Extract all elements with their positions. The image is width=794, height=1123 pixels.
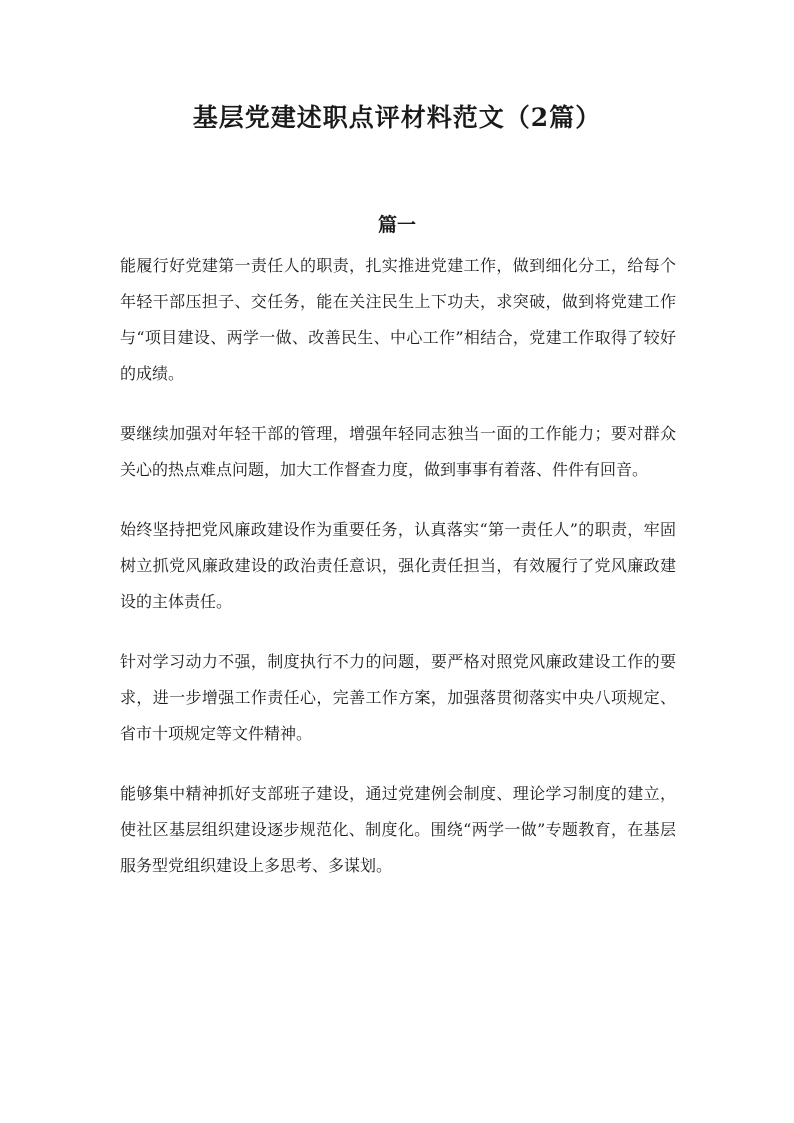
document-title: 基层党建述职点评材料范文（2篇） (192, 103, 602, 132)
paragraph-4: 针对学习动力不强，制度执行不力的问题，要严格对照党风廉政建设工作的要求，进一步增强工作责任心，完善工作方案，加强落贯彻落实中央八项规定、省市十项规定等文件精神。 (120, 652, 676, 743)
paragraph-3: 始终坚持把党风廉政建设作为重要任务，认真落实“第一责任人”的职责，牢固树立抓党风廉政建设的政治责任意识，强化责任担当，有效履行了党风廉政建设的主体责任。 (120, 520, 676, 611)
section-heading: 篇一 (377, 214, 416, 236)
paragraph-1: 能履行好党建第一责任人的职责，扎实推进党建工作，做到细化分工，给每个年轻干部压担子、交任务，能在关注民生上下功夫，求突破，做到将党建工作与“项目建设、两学一做、改善民生、中心工作”相结合，党建工作取得了较好的成绩。 (120, 256, 676, 383)
paragraph-2: 要继续加强对年轻干部的管理，增强年轻同志独当一面的工作能力；要对群众关心的热点难点问题，加大工作督查力度，做到事事有着落、件件有回音。 (120, 424, 676, 479)
document-body (120, 248, 676, 908)
paragraph-5: 能够集中精神抓好支部班子建设，通过党建例会制度、理论学习制度的建立，使社区基层组织建设逐步规范化、制度化。围绕“两学一做”专题教育，在基层服务型党组织建设上多思考、多谋划。 (120, 784, 676, 875)
